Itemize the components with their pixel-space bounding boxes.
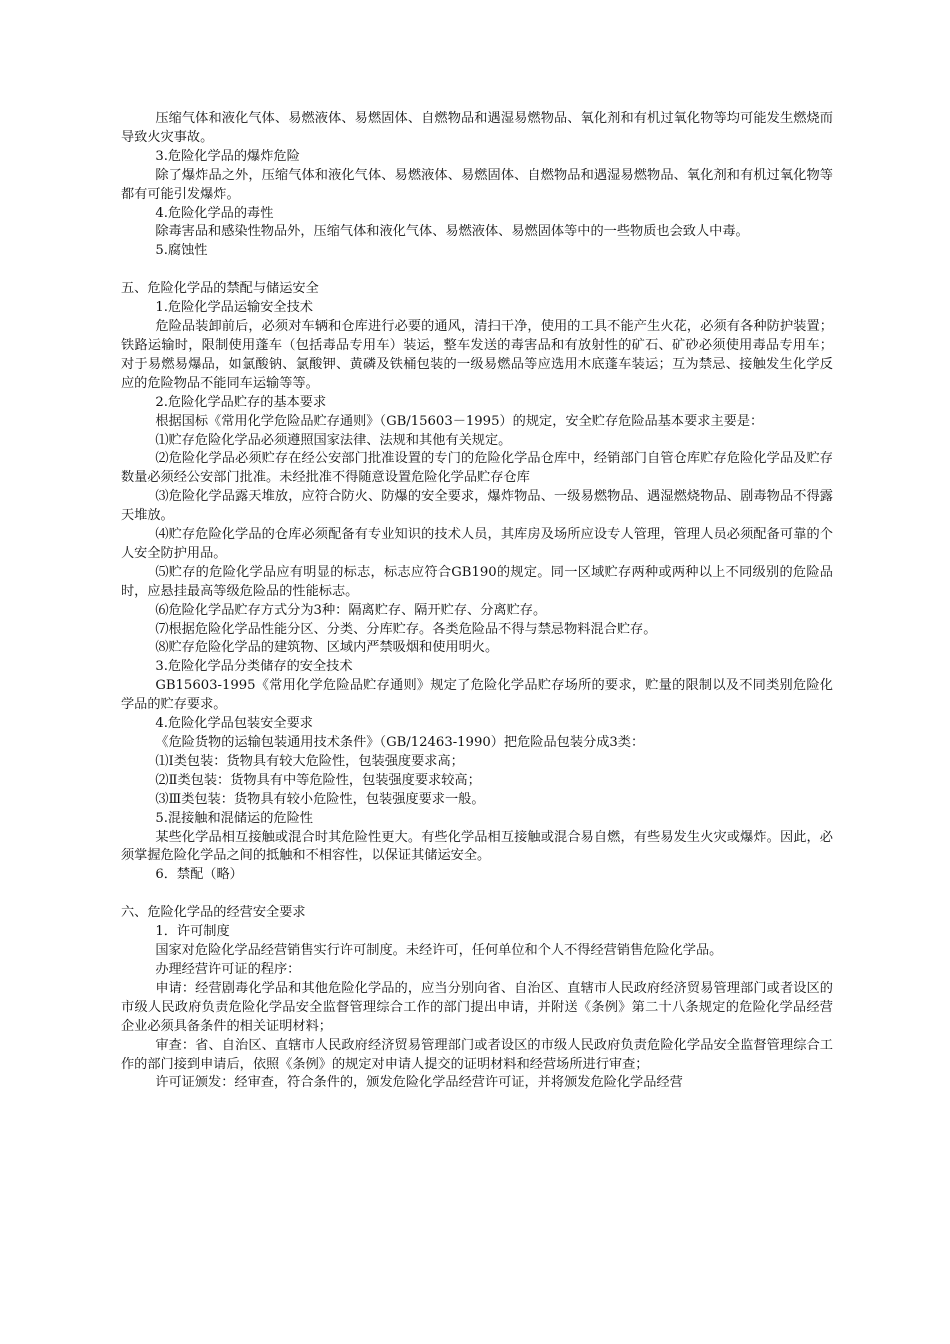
- paragraph: 6．禁配（略）: [155, 867, 243, 883]
- section-heading: 五、危险化学品的禁配与储运安全: [121, 281, 319, 297]
- paragraph: ⑵Ⅱ类包装：货物具有中等危险性，包装强度要求较高；: [155, 772, 481, 788]
- paragraph: 1．许可制度: [155, 924, 230, 940]
- paragraph: ⑹危险化学品贮存方式分为3种：隔离贮存、隔开贮存、分离贮存。: [155, 602, 547, 618]
- paragraph: ⑴Ⅰ类包装：货物具有较大危险性，包装强度要求高；: [155, 753, 464, 769]
- paragraph: 3.危险化学品分类储存的安全技术: [155, 659, 353, 675]
- document-body: [121, 110, 833, 1093]
- paragraph: 4.危险化学品的毒性: [155, 205, 274, 221]
- paragraph: 2.危险化学品贮存的基本要求: [155, 394, 327, 410]
- paragraph: 某些化学品相互接触或混合时其危险性更大。有些化学品相互接触或混合易自燃，有些易发生火灾或爆炸。因此，必须掌握危险化学品之间的抵触和不相容性，以保证其储运安全。: [121, 829, 833, 864]
- paragraph: 1.危险化学品运输安全技术: [155, 300, 313, 316]
- paragraph: ⑵危险化学品必须贮存在经公安部门批准设置的专门的危险化学品仓库中，经销部门自管仓库贮存危险化学品及贮存数量必须经公安部门批准。未经批准不得随意设置危险化学品贮存仓库: [121, 451, 833, 486]
- paragraph: 危险品装卸前后，必须对车辆和仓库进行必要的通风，清扫干净，使用的工具不能产生火花，必须有各种防护装置；铁路运输时，限制使用蓬车（包括毒品专用车）装运，整车发送的毒害品和有放射性的矿石、矿砂必须使用毒品专用车；对于易燃易爆品，如氯酸钠、氯酸钾、黄磷及铁桶包装的一级易燃品等应选用木底蓬车装运；互为禁忌、接触发生化学反应的危险物品不能同车运输等等。: [121, 319, 833, 391]
- paragraph: GB15603-1995《常用化学危险品贮存通则》规定了危险化学品贮存场所的要求，贮量的限制以及不同类别危险化学品的贮存要求。: [121, 678, 833, 713]
- paragraph: 压缩气体和液化气体、易燃液体、易燃固体、自燃物品和遇湿易燃物品、氧化剂和有机过氧化物等均可能发生燃烧而导致火灾事故。: [121, 111, 833, 145]
- paragraph: 5.腐蚀性: [155, 243, 208, 259]
- paragraph: 审查：省、自治区、直辖市人民政府经济贸易管理部门或者设区的市级人民政府负责危险化学品安全监督管理综合工作的部门接到申请后，依照《条例》的规定对申请人提交的证明材料和经营场所进行审查；: [121, 1037, 833, 1072]
- paragraph: ⑸贮存的危险化学品应有明显的标志，标志应符合GB190的规定。同一区域贮存两种或两种以上不同级别的危险品时，应悬挂最高等级危险品的性能标志。: [121, 564, 833, 599]
- paragraph: ⑶Ⅲ类包装：货物具有较小危险性，包装强度要求一般。: [155, 791, 485, 807]
- paragraph: 除毒害品和感染性物品外，压缩气体和液化气体、易燃液体、易燃固体等中的一些物质也会致人中毒。: [155, 224, 749, 240]
- paragraph: 3.危险化学品的爆炸危险: [155, 148, 300, 164]
- paragraph: ⑷贮存危险化学品的仓库必须配备有专业知识的技术人员，其库房及场所应设专人管理，管理人员必须配备可靠的个人安全防护用品。: [121, 527, 833, 561]
- paragraph: ⑺根据危险化学品性能分区、分类、分库贮存。各类危险品不得与禁忌物料混合贮存。: [155, 621, 657, 637]
- paragraph: ⑻贮存危险化学品的建筑物、区域内严禁吸烟和使用明火。: [155, 640, 499, 656]
- paragraph: 办理经营许可证的程序：: [155, 961, 301, 977]
- paragraph: 许可证颁发：经审查，符合条件的，颁发危险化学品经营许可证，并将颁发危险化学品经营: [155, 1075, 683, 1091]
- paragraph: 5.混接触和混储运的危险性: [155, 810, 313, 826]
- paragraph: 申请：经营剧毒化学品和其他危险化学品的，应当分别向省、自治区、直辖市人民政府经济贸易管理部门或者设区的市级人民政府负责危险化学品安全监督管理综合工作的部门提出申请，并附送《条例》第二十八条规定的危险化学品经营企业必须具备条件的相关证明材料；: [121, 980, 833, 1034]
- section-heading: 六、危险化学品的经营安全要求: [121, 905, 306, 921]
- paragraph: 《危险货物的运输包装通用技术条件》（GB/12463-1990）把危险品包装分成3类：: [155, 735, 645, 750]
- paragraph: 4.危险化学品包装安全要求: [155, 716, 313, 732]
- paragraph: 国家对危险化学品经营销售实行许可制度。未经许可，任何单位和个人不得经营销售危险化学品。: [155, 943, 723, 959]
- paragraph: 除了爆炸品之外，压缩气体和液化气体、易燃液体、易燃固体、自燃物品和遇湿易燃物品、氧化剂和有机过氧化物等都有可能引发爆炸。: [121, 167, 833, 202]
- paragraph: ⑴贮存危险化学品必须遵照国家法律、法规和其他有关规定。: [155, 432, 512, 448]
- paragraph: ⑶危险化学品露天堆放，应符合防火、防爆的安全要求，爆炸物品、一级易燃物品、遇湿燃烧物品、剧毒物品不得露天堆放。: [121, 489, 833, 524]
- paragraph: 根据国标《常用化学危险品贮存通则》（GB/15603－1995）的规定，安全贮存危险品基本要求主要是：: [155, 413, 764, 429]
